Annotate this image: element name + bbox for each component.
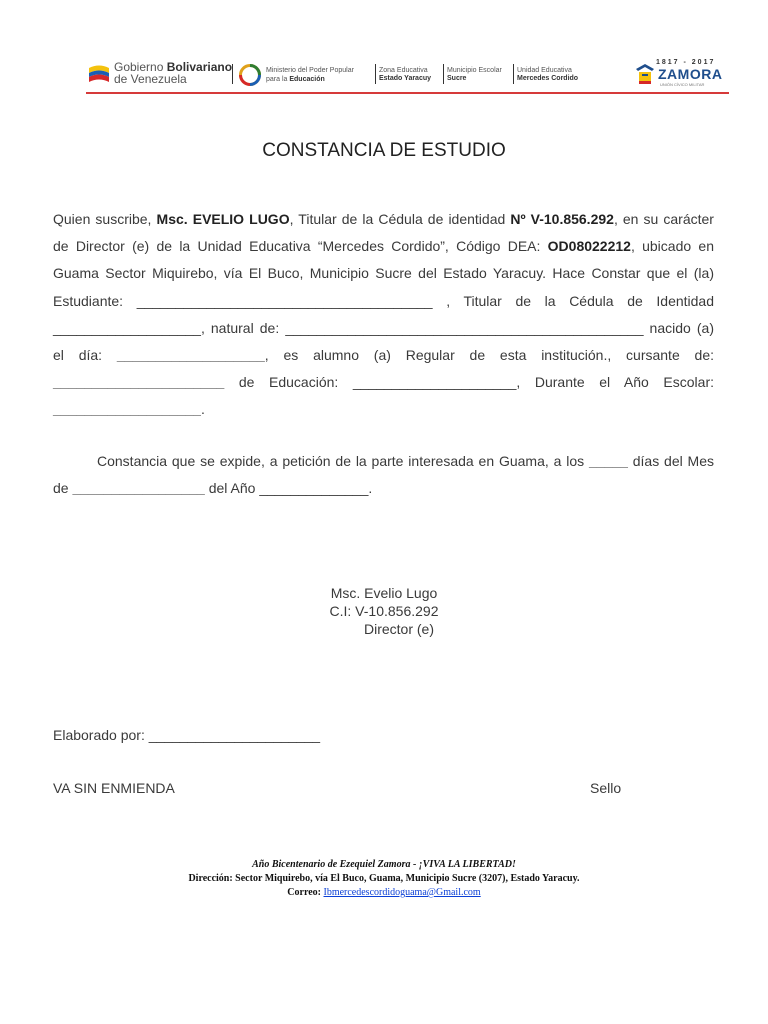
director-name: Msc. EVELIO LUGO (156, 211, 290, 227)
issuance-paragraph: Constancia que se expide, a petición de la parte interesada en Guama, a los _____ días del Mes de _________________ del Año ______________. (53, 453, 715, 496)
zona-educativa-label: Zona Educativa Estado Yaracuy (379, 67, 432, 82)
student-name-blank[interactable]: ______________________________________ (136, 292, 433, 309)
zamora-emblem-icon (632, 61, 658, 87)
issue-year-blank[interactable]: ______________ (259, 480, 369, 496)
issue-day-blank[interactable]: _____ (588, 453, 628, 469)
footer-motto: Año Bicentenario de Ezequiel Zamora - ¡VIVA LA LIBERTAD! (252, 859, 516, 870)
footer-address: Dirección: Sector Miquirebo, vía El Buco, Guama, Municipio Sucre (3207), Estado Yaracuy. (188, 873, 580, 884)
school-year-blank[interactable]: ___________________ (53, 401, 201, 418)
signer-name: Msc. Evelio Lugo (330, 585, 438, 601)
education-level-blank[interactable]: _____________________ (352, 374, 517, 391)
venezuela-flag-icon (88, 62, 110, 84)
ministry-label: Ministerio del Poder Popular para la Educación (266, 67, 354, 83)
footer (0, 858, 768, 900)
document-title: CONSTANCIA DE ESTUDIO (262, 140, 506, 161)
email-link[interactable]: Ibmercedescordidoguama@Gmail.com (323, 887, 481, 898)
zamora-bicentenary-logo: 1817 - 2017 ZAMORA UNIÓN CÍVICO MILITAR (630, 58, 730, 90)
header-divider-line (86, 92, 729, 94)
divider (513, 64, 514, 84)
signer-id: C.I: V-10.856.292 (329, 603, 439, 619)
signature-block (0, 584, 768, 638)
director-id: Nº V-10.856.292 (510, 211, 614, 227)
footer-email-line: Correo: Ibmercedescordidoguama@Gmail.com (287, 887, 481, 898)
unidad-educativa-label: Unidad Educativa Mercedes Cordido (517, 67, 579, 82)
signer-role: Director (e) (363, 621, 434, 637)
municipio-escolar-label: Municipio Escolar Sucre (447, 67, 502, 82)
ministry-education-logo-icon (238, 63, 262, 87)
divider (232, 64, 233, 84)
no-amendment-note: VA SIN ENMIENDA (53, 780, 175, 796)
student-id-blank[interactable]: ___________________ (53, 319, 201, 336)
birth-date-blank[interactable]: ___________________ (116, 347, 265, 364)
gobierno-bolivariano-label: Gobierno Bolivariano de Venezuela (114, 60, 233, 86)
birthplace-blank[interactable]: ______________________________________________ (285, 319, 644, 336)
divider (375, 64, 376, 84)
dea-code: OD08022212 (547, 238, 631, 255)
issue-month-blank[interactable]: _________________ (72, 480, 205, 496)
stamp-label: Sello (590, 780, 622, 796)
divider (443, 64, 444, 84)
prepared-by-line[interactable]: Elaborado por: ______________________ (53, 727, 321, 743)
grade-blank[interactable]: ______________________ (53, 374, 225, 391)
letterhead (86, 58, 728, 94)
certificate-body: Quien suscribe, Msc. EVELIO LUGO, Titular de la Cédula de identidad Nº V-10.856.292, en su carácter de Director (e) de la Unidad Educativa “Mercedes Cordido”, Código DEA: OD08022212, ubicado en Guama Sector Miquirebo, vía El Buco, Municipio Sucre del Estado Yaracuy. Hace Constar que el (la) Estudiante: ______________________________________ , Titular de la Cédula de Identidad ___________________, natural de: ______________________________________________ nacido (a) el día: ___________________, es alumno (a) Regular de esta institución., cursante de: ______________________ de Educación: _____________________, Durante el Año Escolar: ___________________. (53, 211, 714, 418)
